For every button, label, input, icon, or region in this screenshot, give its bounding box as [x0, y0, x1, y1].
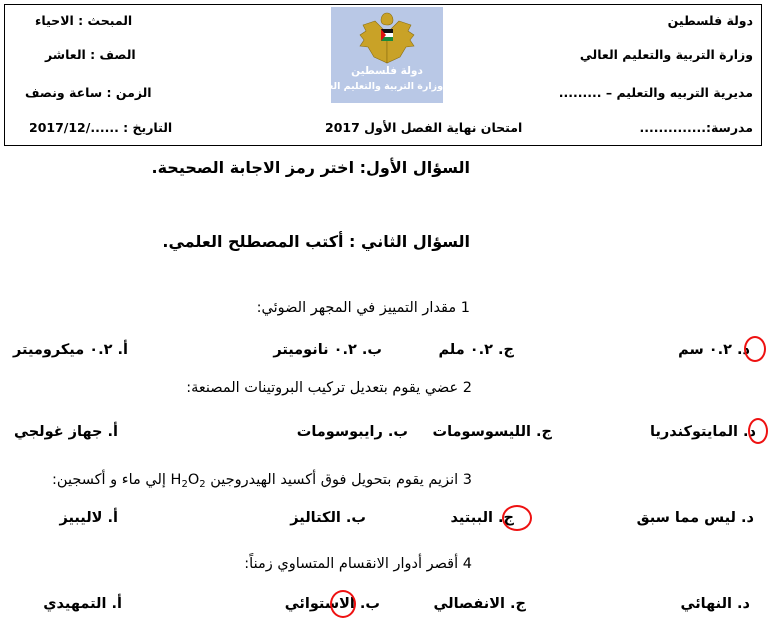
- item-1-number: 1: [460, 300, 470, 316]
- item-3-option-b: ب. الكتاليز: [290, 510, 366, 526]
- question-2-title: السؤال الثاني : أكتب المصطلح العلمي.: [162, 232, 470, 251]
- item-2-number: 2: [462, 380, 472, 396]
- header-duration: الزمن : ساعة ونصف: [25, 85, 152, 100]
- answer-mark-circle: [748, 418, 768, 444]
- item-1-option-d: د. ٠.٢ سم: [678, 342, 750, 358]
- item-2-stem: [186, 380, 472, 396]
- header-school: مدرسة:..............: [639, 120, 753, 135]
- item-2-text: عضي يقوم بتعديل تركيب البروتينات المصنعة:: [186, 380, 459, 396]
- eagle-emblem-icon: [331, 7, 443, 67]
- formula-sub-2: 2: [199, 479, 206, 490]
- formula-sub-1: 2: [181, 479, 188, 490]
- item-4-option-c: ج. الانفصالي: [433, 596, 526, 612]
- answer-mark-circle: [744, 336, 766, 362]
- item-3-option-c: ج. الببتيد: [450, 510, 514, 526]
- item-3-stem: [52, 472, 472, 490]
- header-country: دولة فلسطين: [667, 13, 753, 28]
- header-date: التاريخ : ....../2017/12: [29, 120, 173, 135]
- header-exam-title: امتحان نهاية الفصل الأول 2017: [325, 120, 523, 135]
- logo-text-ministry: وزارة التربية والتعليم العالي: [311, 81, 443, 92]
- item-3-text-before: انزيم يقوم بتحويل فوق أكسيد الهيدروجين: [210, 472, 459, 488]
- item-3-option-a: أ. لاليبيز: [59, 510, 118, 526]
- item-2-option-a: أ. جهاز غولجي: [14, 424, 118, 440]
- question-1-title: السؤال الأول: اختر رمز الاجابة الصحيحة.: [151, 158, 470, 177]
- header-subject: المبحث : الاحياء: [35, 13, 133, 28]
- item-1-option-c: ج. ٠.٢ ملم: [438, 342, 514, 358]
- item-1-option-a: أ. ٠.٢ ميكروميتر: [13, 342, 128, 358]
- item-4-text: أقصر أدوار الانقسام المتساوي زمناً:: [244, 556, 459, 572]
- item-2-option-d: د. المايتوكندريا: [650, 424, 756, 440]
- item-1-option-b: ب. ٠.٢ نانوميتر: [273, 342, 382, 358]
- answer-mark-circle: [330, 590, 356, 618]
- chemical-formula: [171, 472, 206, 488]
- palestine-emblem-logo: [311, 7, 443, 103]
- item-1-text: مقدار التمييز في المجهر الضوئي:: [256, 300, 457, 316]
- item-3-number: 3: [462, 472, 472, 488]
- item-4-option-b: ب. الاستوائي: [284, 596, 380, 612]
- item-4-option-a: أ. التمهيدي: [43, 596, 122, 612]
- header-ministry: وزارة التربية والتعليم العالي: [579, 47, 753, 62]
- item-4-option-d: د. النهائي: [680, 596, 750, 612]
- item-4-stem: [244, 556, 472, 572]
- item-1-stem: [257, 300, 470, 316]
- formula-o: O: [187, 472, 200, 488]
- formula-h: H: [170, 472, 182, 488]
- item-2-option-b: ب. رايبوسومات: [296, 424, 408, 440]
- item-3-option-d: د. ليس مما سبق: [636, 510, 754, 526]
- header-directorate: مديرية التربيه والتعليم – .........: [558, 85, 753, 100]
- logo-text-country: دولة فلسطين: [351, 65, 423, 77]
- item-4-number: 4: [462, 556, 472, 572]
- exam-header: [4, 4, 762, 146]
- item-3-text-after: إلي ماء و أكسجين:: [52, 472, 166, 488]
- answer-mark-circle: [502, 505, 532, 531]
- header-grade: الصف : العاشر: [45, 47, 136, 62]
- item-2-option-c: ج. الليسوسومات: [432, 424, 552, 440]
